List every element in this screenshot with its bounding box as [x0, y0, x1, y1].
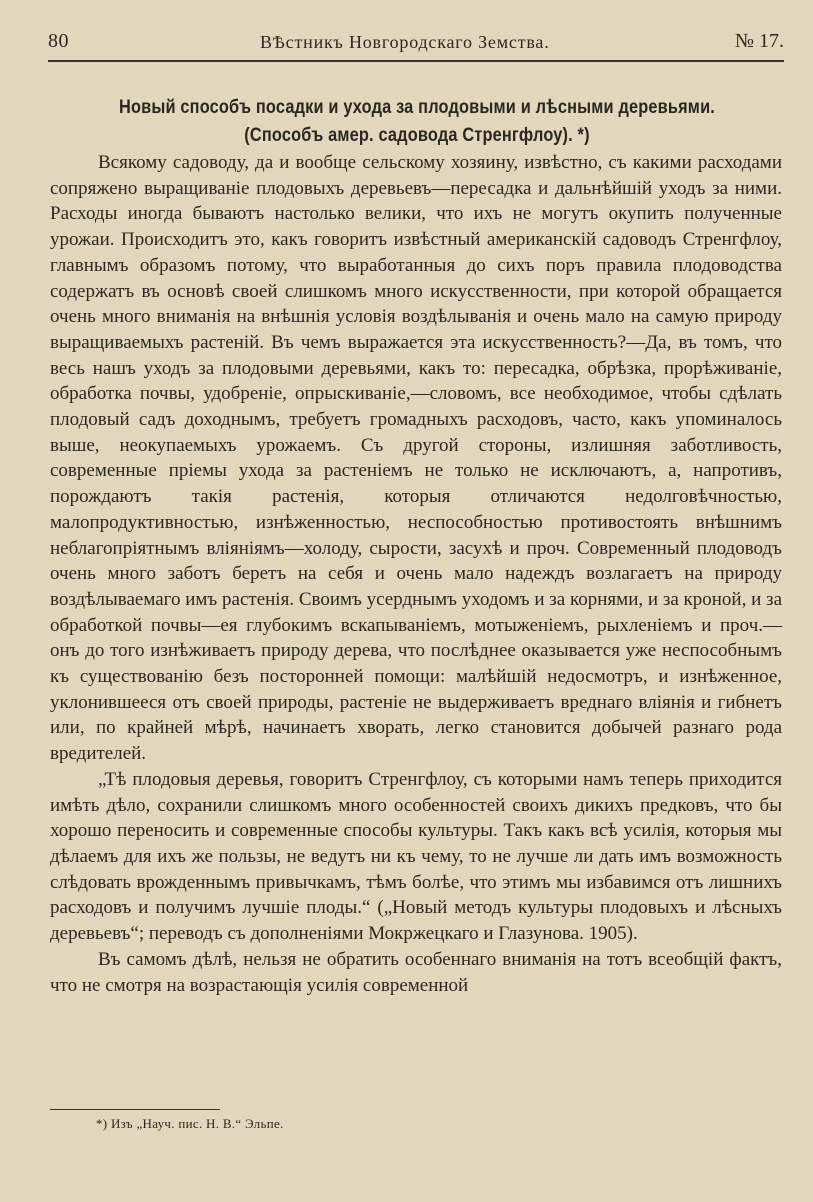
footnote-rule — [50, 1109, 220, 1110]
issue-number: № 17. — [734, 30, 784, 52]
paragraph: Въ самомъ дѣлѣ, нельзя не обратить особеннаго вниманія на тотъ всеобщій фактъ, что не смотря на возрастающія усилія современной — [50, 948, 782, 996]
paragraph: „Тѣ плодовыя деревья, говоритъ Стренгфлоу, съ которыми намъ теперь приходится имѣть дѣло, сохранили слишкомъ много особенностей своихъ дикихъ предковъ, что бы хорошо переносить и современные способы культуры. Такъ какъ всѣ усилія, которыя мы дѣлаемъ для ихъ же пользы, не ведутъ ни къ чему, то не лучше ли дать имъ возможность слѣдовать врожденнымъ привычкамъ, тѣмъ болѣе, что этимъ мы избавимся отъ лишнихъ расходовъ и получимъ лучшіе плоды.“ („Новый методъ культуры плодовыхъ и лѣсныхъ деревьевъ“; переводъ съ дополненіями Мокржецкаго и Глазунова. 1905). — [50, 768, 782, 945]
footnote: *) Изъ „Науч. пис. Н. В.“ Эльпе. — [96, 1116, 284, 1131]
article-title: Новый способъ посадки и ухода за плодовыми и лѣсными деревьями. (Способъ амер. садовода Стренгфлоу). *) — [118, 97, 716, 146]
page-number: 80 — [48, 30, 69, 52]
running-head — [48, 30, 784, 58]
journal-title: ВѢстникъ Новгородскаго Земства. — [260, 32, 550, 52]
paragraph: Всякому садоводу, да и вообще сельскому хозяину, извѣстно, съ какими расходами сопряжено выращиваніе плодовыхъ деревьевъ—пересадка и дальнѣйшій уходъ за ними. Расходы иногда бываютъ настолько велики, что ихъ не могутъ окупить полученные урожаи. Происходитъ это, какъ говоритъ извѣстный американскій садоводъ Стренгфлоу, главнымъ образомъ потому, что выработанныя до сихъ поръ правила плодоводства содержатъ въ основѣ своей слишкомъ много искусственности, при которой обращается очень много вниманія на внѣшнія условія воздѣлыванія и очень мало на самую природу выращиваемыхъ растеній. Въ чемъ выражается эта искусственность?—Да, въ томъ, что весь нашъ уходъ за плодовыми деревьями, какъ то: пересадка, обрѣзка, прорѣживаніе, обработка почвы, удобреніе, опрыскиваніе,—словомъ, все необходимое, чтобы сдѣлать плодовый садъ доходнымъ, требуетъ громадныхъ расходовъ, часто, какъ упоминалось выше, неокупаемыхъ урожаемъ. Съ другой стороны, излишняя заботливость, современные пріемы ухода за растеніемъ не только не исключаютъ, а, напротивъ, порождаютъ такія растенія, которыя отличаются недолговѣчностью, малопродуктивностью, изнѣженностью, неспособностью противостоять внѣшнимъ неблагопріятнымъ вліяніямъ—холоду, сырости, засухѣ и проч. Современный плодоводъ очень много заботъ беретъ на себя и очень мало надеждъ возлагаетъ на природу воздѣлываемаго имъ растенія. Своимъ усерднымъ уходомъ и за корнями, и за кроной, и за обработкой почвы—ея глубокимъ вскапываніемъ, мотыженіемъ, рыхленіемъ и проч.—онъ до того изнѣживаетъ природу дерева, что послѣднее оказывается уже неспособнымъ къ существованію безъ посторонней помощи: малѣйшій недосмотръ, и изнѣженное, уклонившееся отъ своей природы, растеніе не выдерживаетъ вреднаго вліянія и гибнетъ или, по крайней мѣрѣ, начинаетъ хворать, легко становится добычей разнаго рода вредителей. — [50, 152, 782, 765]
article-body — [50, 150, 782, 998]
header-rule — [48, 60, 784, 62]
